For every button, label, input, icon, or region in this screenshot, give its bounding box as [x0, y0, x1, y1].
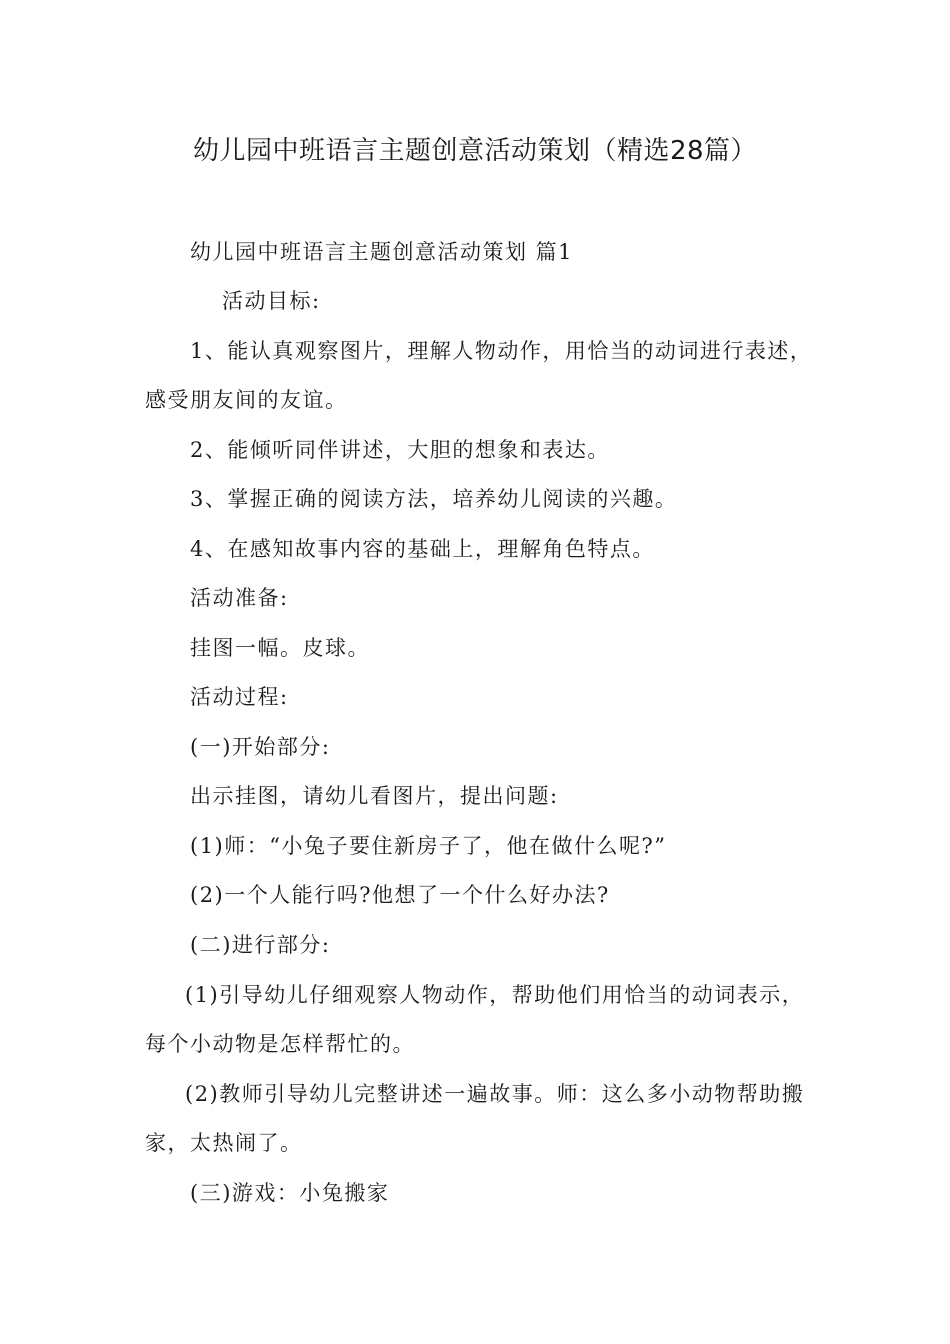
- paragraph-line: 活动准备:: [190, 586, 289, 610]
- paragraph-line: 3、掌握正确的阅读方法，培养幼儿阅读的兴趣。: [190, 487, 678, 511]
- paragraph-line: 家，太热闹了。: [145, 1131, 303, 1155]
- paragraph-line: (2)教师引导幼儿完整讲述一遍故事。师：这么多小动物帮助搬: [185, 1082, 805, 1106]
- paragraph-line: (三)游戏：小兔搬家: [190, 1181, 390, 1205]
- paragraph-line: 每个小动物是怎样帮忙的。: [145, 1032, 415, 1056]
- section-heading: 幼儿园中班语言主题创意活动策划 篇1: [190, 240, 574, 264]
- document-title: 幼儿园中班语言主题创意活动策划（精选28篇）: [192, 136, 758, 166]
- paragraph-line: 1、能认真观察图片，理解人物动作，用恰当的动词进行表述，: [190, 339, 813, 363]
- paragraph-line: (1)师：“小兔子要住新房子了，他在做什么呢?”: [190, 834, 667, 858]
- paragraph-line: 2、能倾听同伴讲述，大胆的想象和表达。: [190, 438, 610, 462]
- paragraph-line: 4、在感知故事内容的基础上，理解角色特点。: [190, 537, 655, 561]
- paragraph-line: 活动目标:: [222, 289, 321, 313]
- paragraph-line: 感受朋友间的友谊。: [145, 388, 348, 412]
- paragraph-line: (1)引导幼儿仔细观察人物动作，帮助他们用恰当的动词表示，: [185, 983, 805, 1007]
- paragraph-line: 出示挂图，请幼儿看图片，提出问题:: [190, 784, 559, 808]
- paragraph-line: (一)开始部分:: [190, 735, 331, 759]
- paragraph-line: 活动过程:: [190, 685, 289, 709]
- paragraph-line: (2)一个人能行吗?他想了一个什么好办法?: [190, 883, 610, 907]
- paragraph-line: (二)进行部分:: [190, 933, 331, 957]
- paragraph-line: 挂图一幅。皮球。: [190, 636, 370, 660]
